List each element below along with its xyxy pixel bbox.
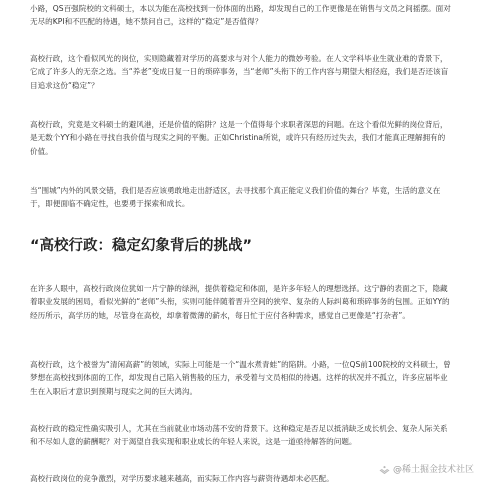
paragraph-oasis: 在许多人眼中，高校行政岗位犹如一片宁静的绿洲，提供着稳定和体面，是许多年轻人的理想选择。这宁静的表面之下，隐藏着职业发展的困局，看似光鲜的“老师”头衔，实则可能伴随着晋升空间的狭窄、复杂的人际纠葛和琐碎事务的包围。正如YY的经历所示，高学历的她，尽管身在高校，却拿着微薄的薪水，每日忙于应付各种需求，感觉自己更像是“打杂者”。: [30, 284, 450, 320]
section-heading: “高校行政：稳定幻象背后的挑战”: [30, 238, 253, 254]
paragraph-question: 高校行政，究竟是文科硕士的避风港，还是价值的陷阱？这是一个值得每个求职者深思的问题。在这个看似光鲜的岗位背后，是无数个YY和小路在寻找自我价值与现实之间的平衡。正如Christina所说，或许只有经历过失去，我们才能真正理解拥有的价值。: [30, 120, 448, 156]
paragraph-reflection: 当“围城”内外的风景交错，我们是否应该勇敢地走出舒适区，去寻找那个真正能定义我们价值的舞台？毕竟，生活的意义在于，即便面临不确定性，也要勇于探索和成长。: [30, 186, 441, 209]
watermark: [377, 463, 476, 477]
paragraph-intro: 小路，QS百强院校的文科硕士，本以为能在高校找到一份体面的出路，却发现自己的工作更像是在销售与文员之间摇摆。面对无尽的KPI和不匹配的待遇，她不禁问自己，这样的“稳定”是否值得？: [30, 4, 451, 27]
paragraph-stability: 高校行政的稳定性确实吸引人，尤其在当前就业市场动荡不安的背景下。这种稳定是否足以抵消缺乏成长机会、复杂人际关系和不尽如人意的薪酬呢？对于渴望自我实现和职业成长的年轻人来说，这是一道亟待解答的问题。: [30, 424, 448, 447]
paragraph-competition: 高校行政岗位的竞争激烈，对学历要求越来越高，而实际工作内容与薪资待遇却未必匹配。: [30, 474, 334, 483]
watermark-text: @稀土掘金技术社区: [392, 465, 474, 475]
paragraph-trap: 高校行政，这个被誉为“清闲高薪”的领域，实际上可能是一个“温水煮青蛙”的陷阱。小路，一位QS前100院校的文科硕士，曾梦想在高校找到体面的工作，却发现自己陷入销售般的压力，承受着与文员相似的待遇。这样的状况并不孤立，许多应届毕业生在入职后才意识到预期与现实之间的巨大鸿沟。: [30, 360, 451, 396]
paragraph-background: 高校行政，这个看似风光的岗位，实则隐藏着对学历的高要求与对个人能力的微妙考验。在人文学科毕业生就业难的背景下，它成了许多人的无奈之选。当“养老”变成日复一日的琐碎事务，当“老师”头衔下的工作内容与期望大相径庭，我们是否还该盲目追求这份“稳定”？: [30, 54, 449, 90]
juejin-logo-icon: [379, 465, 390, 476]
